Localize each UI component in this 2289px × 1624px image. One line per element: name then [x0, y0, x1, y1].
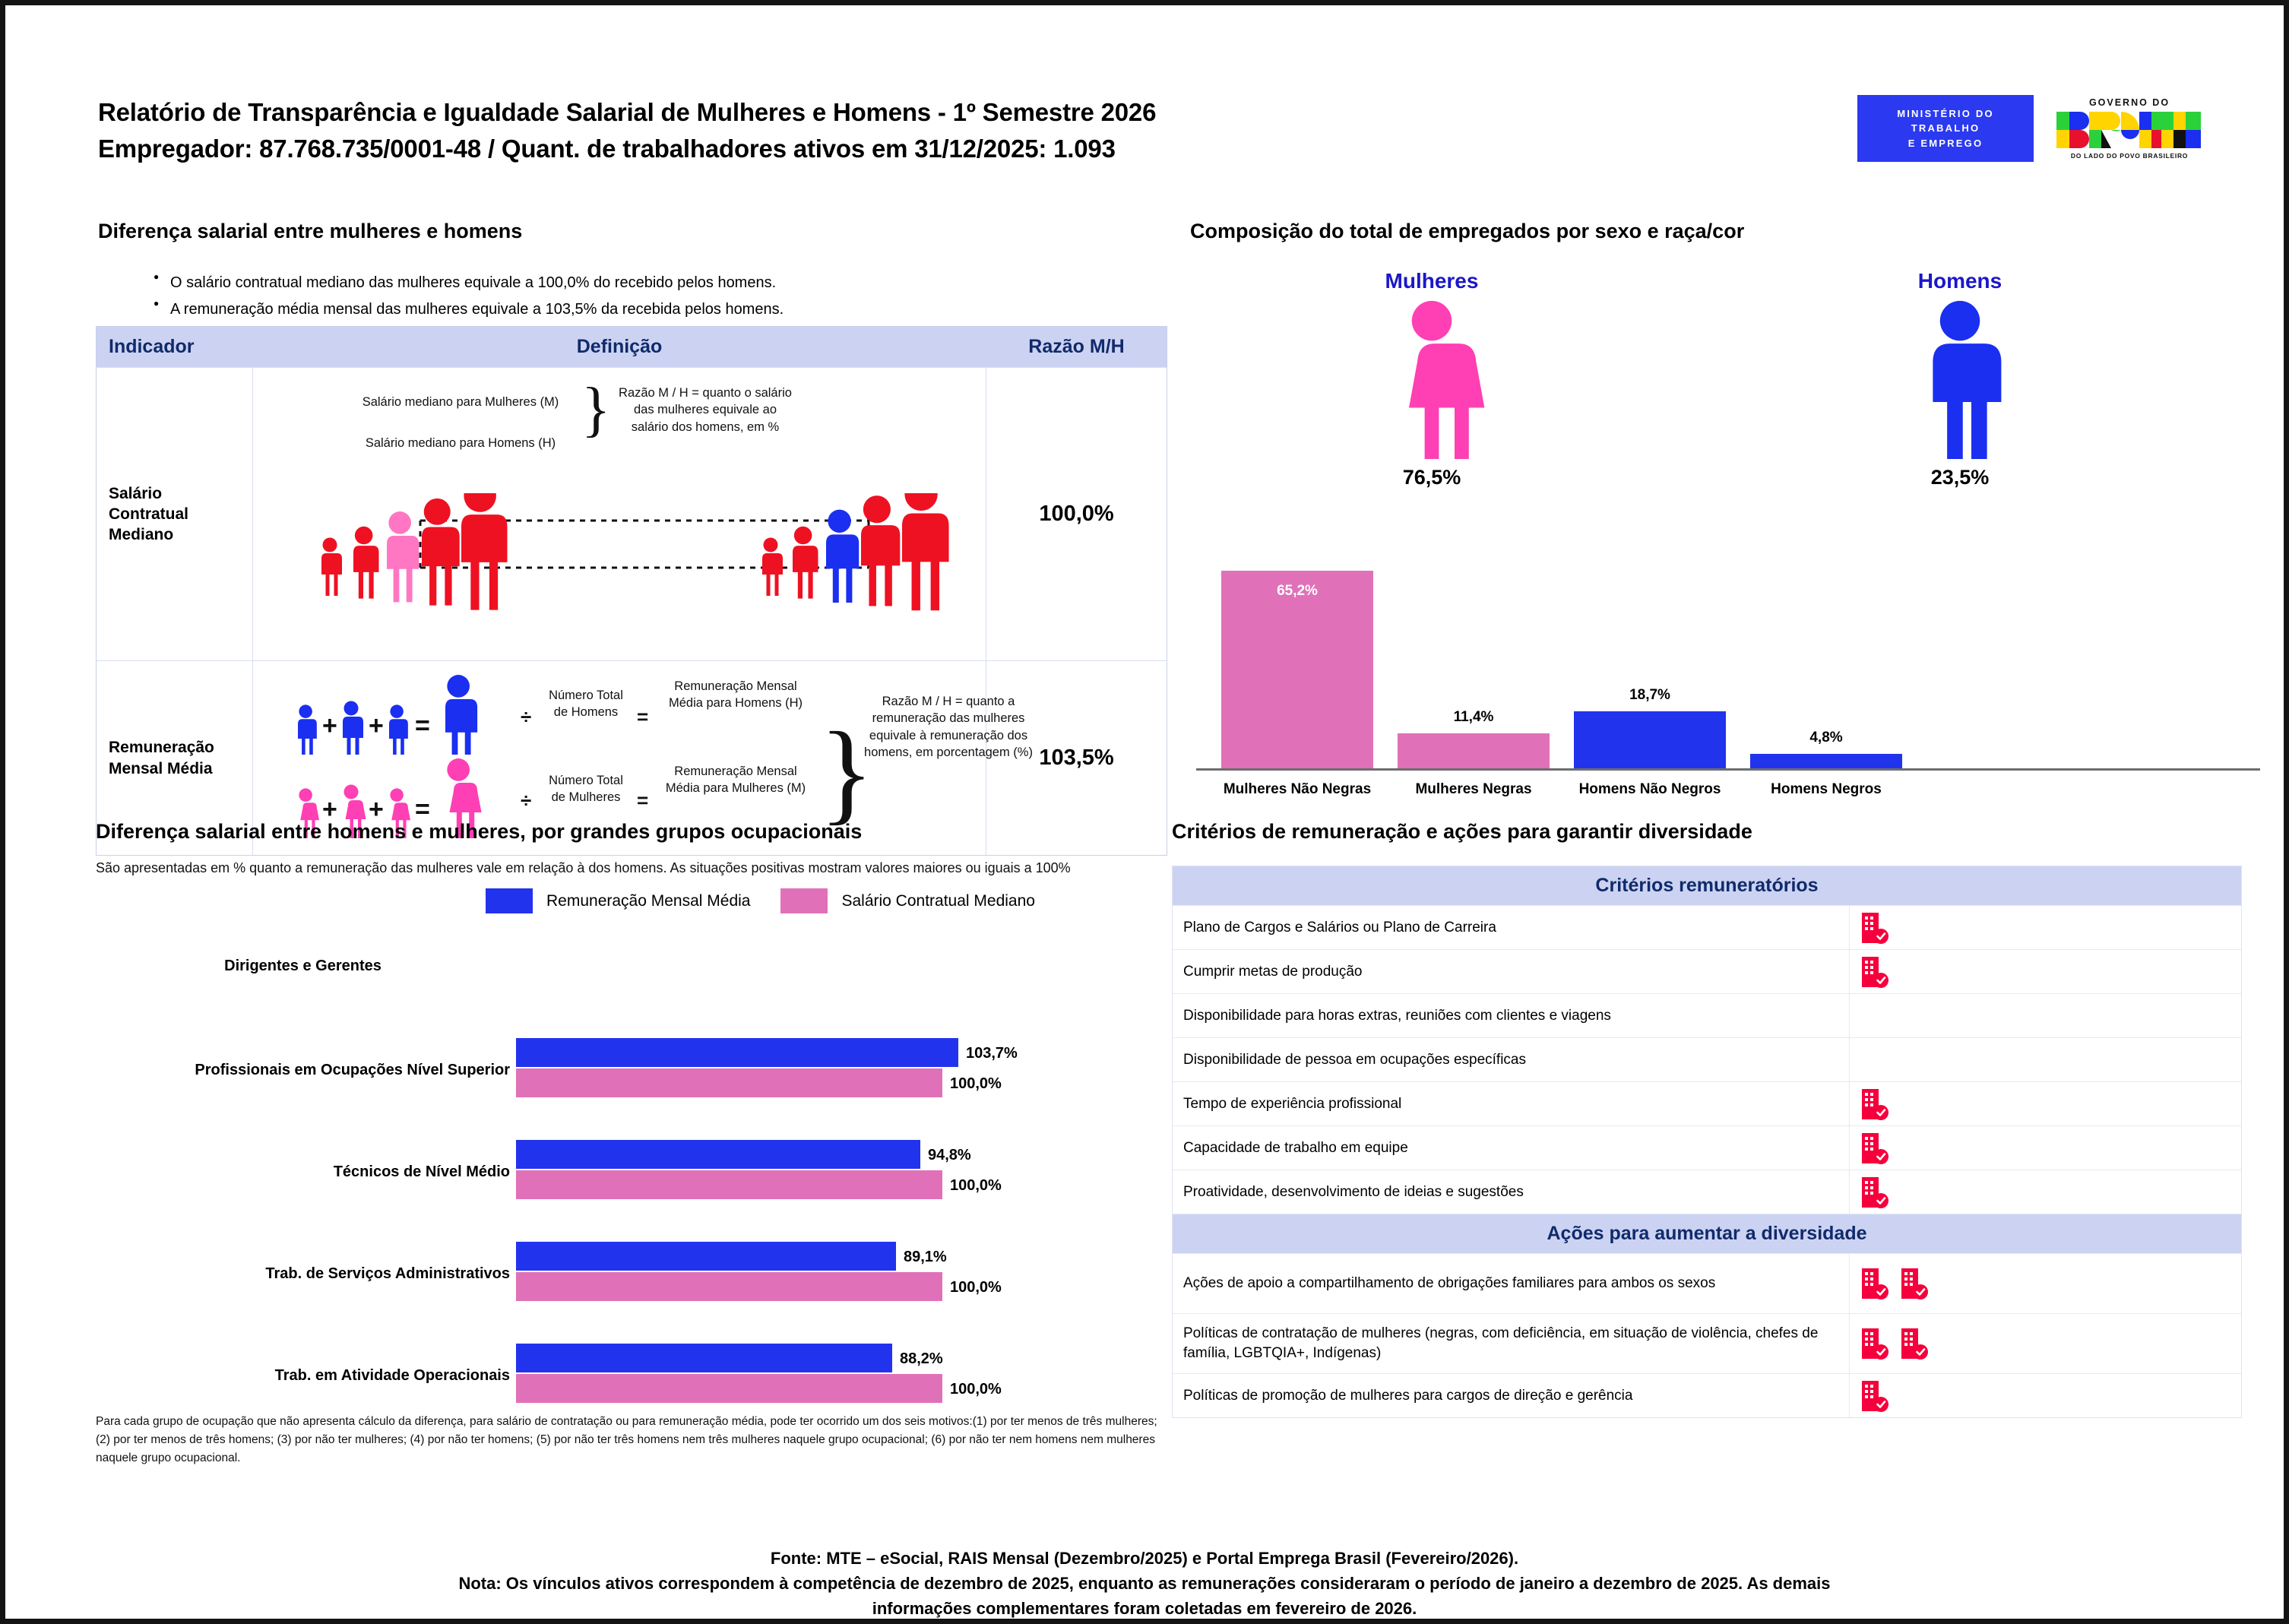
- criteria-label: Disponibilidade para horas extras, reuniões com clientes e viagens: [1183, 1007, 1611, 1024]
- building-check-icon: [1860, 1132, 1889, 1165]
- women-percentage: 76,5%: [1402, 466, 1461, 489]
- wage-gap-bullets: [123, 270, 784, 323]
- section-heading-criteria: Critérios de remuneração e ações para garantir diversidade: [1172, 820, 1752, 843]
- criteria-table: [1172, 866, 2242, 1418]
- gov-logo-bottom-text: DO LADO DO POVO BRASILEIRO: [2070, 152, 2189, 160]
- svg-text:+: +: [369, 795, 384, 824]
- bar-salario-profissionais: [516, 1068, 942, 1097]
- svg-text:+: +: [322, 795, 337, 824]
- bar-value-label: 11,4%: [1453, 709, 1494, 725]
- building-check-icon: [1860, 1379, 1889, 1413]
- criteria-label: Capacidade de trabalho em equipe: [1183, 1139, 1408, 1156]
- bar-homens-nao-negros: [1574, 711, 1726, 768]
- table-row: [97, 367, 1167, 660]
- ministry-logo-line2: TRABALHO: [1911, 122, 1980, 135]
- legend-label-salario: Salário Contratual Mediano: [841, 891, 1035, 910]
- occupational-legend: [486, 888, 1035, 913]
- bar-value-label: 65,2%: [1277, 583, 1318, 599]
- criteria-label: Políticas de contratação de mulheres (negras, com deficiência, em situação de violência, chefes de família, LGBTQIA+, Indígenas): [1183, 1325, 1819, 1361]
- indicator-name-remuneracao-media: Remuneração Mensal Média: [109, 739, 214, 777]
- curly-brace-icon: }: [819, 709, 874, 835]
- bar-value-label: 94,8%: [928, 1147, 971, 1163]
- bar-value-label: 103,7%: [966, 1045, 1018, 1062]
- bar-mulheres-nao-negras: [1221, 571, 1373, 768]
- criteria-label: Cumprir metas de produção: [1183, 963, 1363, 980]
- chart-axis-line: [1196, 768, 2260, 771]
- woman-figure-icon: [1379, 299, 1485, 459]
- divide-symbol-men-icon: ÷: [521, 705, 532, 728]
- table-row: [1173, 905, 2241, 949]
- women-label: Mulheres: [1385, 269, 1479, 293]
- occupational-label-operacionais: Trab. em Atividade Operacionais: [274, 1367, 510, 1384]
- table-row: [1173, 1037, 2241, 1081]
- report-header: [98, 94, 1618, 167]
- legend-swatch-salario: [780, 888, 828, 913]
- table-header-row: [97, 327, 1167, 367]
- col-header-razao: Razão M/H: [1028, 336, 1125, 357]
- table-row: [1173, 993, 2241, 1037]
- criteria-icon-cell: [1849, 1082, 2241, 1125]
- def-note-ratio-explanation: Razão M / H = quanto o salário das mulheres equivale ao salário dos homens, em %: [619, 386, 792, 434]
- men-divisor-label: Número Total de Homens: [549, 689, 623, 720]
- legend-swatch-remuneracao: [486, 888, 533, 913]
- bar-value-label: 100,0%: [950, 1075, 1002, 1092]
- footer-note-line1: Nota: Os vínculos ativos correspondem à competência de dezembro de 2025, enquanto as remunerações consideraram o período de janeiro a dezembro de 2025. As demais: [458, 1574, 1831, 1593]
- criteria-label: Políticas de promoção de mulheres para cargos de direção e gerência: [1183, 1387, 1633, 1404]
- bar-value-label: 88,2%: [900, 1350, 943, 1367]
- svg-text:+: +: [369, 711, 384, 740]
- criteria-icon-cell: [1849, 1126, 2241, 1170]
- criteria-label: Tempo de experiência profissional: [1183, 1095, 1402, 1112]
- bar-category-label: Mulheres Não Negras: [1223, 781, 1372, 797]
- list-item: ● A remuneração média mensal das mulheres equivale a 103,5% da recebida pelos homens.: [154, 296, 784, 323]
- criteria-icon-cell: [1849, 950, 2241, 993]
- bar-value-label: 100,0%: [950, 1381, 1002, 1398]
- occupational-group-row: [96, 953, 1175, 999]
- occupational-label-tecnicos: Técnicos de Nível Médio: [333, 1163, 510, 1180]
- occupational-group-row: [96, 1342, 1175, 1418]
- report-footer: [94, 1546, 2195, 1621]
- criteria-group-header-diversidade: Ações para aumentar a diversidade: [1173, 1214, 2241, 1253]
- men-result-label: Remuneração Mensal Média para Homens (H): [668, 679, 803, 711]
- table-row: [1173, 1125, 2241, 1170]
- occupational-label-dirigentes: Dirigentes e Gerentes: [224, 958, 382, 974]
- col-header-definicao: Definição: [576, 336, 663, 357]
- bar-column: [1750, 730, 1902, 768]
- criteria-icon-cell: [1849, 1374, 2241, 1417]
- svg-text:+: +: [322, 711, 337, 740]
- def-label-women-median: Salário mediano para Mulheres (M): [362, 395, 559, 409]
- occupational-footnote: Para cada grupo de ocupação que não apresenta cálculo da diferença, para salário de contratação ou para remuneração média, pode ter ocorrido um dos seis motivos:(1) por ter menos de três mulheres; (2) por ter menos de três homens; (3) por não ter mulheres; (4) por não ter homens; (5) por não ter três homens nem três mulheres naquele grupo ocupacional; (6) por não ter nem homens nem mulheres naquele grupo ocupacional.: [96, 1415, 1157, 1465]
- women-result-label: Remuneração Mensal Média para Mulheres (M): [665, 765, 806, 796]
- equals-symbol-women-icon: =: [637, 789, 649, 812]
- bar-remuneracao-operacionais: [516, 1344, 892, 1372]
- criteria-icon-cell: [1849, 994, 2241, 1037]
- section-heading-composition: Composição do total de empregados por sexo e raça/cor: [1190, 220, 1745, 242]
- equals-symbol-men-icon: =: [637, 705, 649, 728]
- bar-column: [1574, 687, 1726, 768]
- bar-mulheres-negras: [1398, 733, 1550, 768]
- gov-logo-top-text: GOVERNO DO: [2088, 97, 2170, 108]
- ministry-logo-line3: E EMPREGO: [1908, 137, 1983, 149]
- building-check-icon: [1860, 1327, 1889, 1360]
- indicator-name-salario-mediano: Salário Contratual Mediano: [109, 484, 188, 544]
- ratio-value-remuneracao-media: 103,5%: [1039, 746, 1114, 770]
- bar-remuneracao-tecnicos: [516, 1140, 920, 1169]
- table-row: [1173, 1313, 2241, 1373]
- table-row: [1173, 1373, 2241, 1417]
- median-salary-pictogram: [306, 493, 990, 634]
- page-title: Relatório de Transparência e Igualdade Salarial de Mulheres e Homens - 1º Semestre 2026: [98, 98, 1157, 126]
- building-check-icon: [1860, 1176, 1889, 1209]
- criteria-icon-cell: [1849, 1038, 2241, 1081]
- building-check-icon: [1860, 1087, 1889, 1121]
- svg-text:=: =: [415, 795, 430, 824]
- criteria-icon-cell: [1849, 906, 2241, 949]
- women-composition-block: [1318, 269, 1546, 489]
- list-item: ● O salário contratual mediano das mulheres equivale a 100,0% do recebido pelos homens.: [154, 270, 784, 296]
- footer-source: Fonte: MTE – eSocial, RAIS Mensal (Dezembro/2025) e Portal Emprega Brasil (Fevereiro/2026).: [770, 1549, 1519, 1568]
- building-check-icon: [1860, 911, 1889, 945]
- men-label: Homens: [1917, 269, 2002, 293]
- bar-remuneracao-administrativos: [516, 1242, 896, 1271]
- criteria-icon-cell: [1849, 1314, 2241, 1373]
- footer-note-line2: informações complementares foram coletadas em fevereiro de 2026.: [872, 1599, 1417, 1618]
- table-row: [1173, 1081, 2241, 1125]
- col-header-indicador: Indicador: [109, 336, 195, 357]
- man-figure-icon: [1907, 299, 2013, 459]
- criteria-label: Ações de apoio a compartilhamento de obrigações familiares para ambos os sexos: [1183, 1275, 1716, 1292]
- svg-text:=: =: [415, 711, 430, 740]
- bar-value-label: 18,7%: [1629, 687, 1670, 703]
- bar-category-label: Mulheres Negras: [1415, 781, 1532, 797]
- ratio-value-salario-mediano: 100,0%: [1039, 502, 1114, 526]
- building-check-icon: [1900, 1327, 1929, 1360]
- occupational-label-administrativos: Trab. de Serviços Administrativos: [265, 1265, 510, 1282]
- race-composition-chart: [1196, 535, 2260, 801]
- occupational-group-row: [96, 1138, 1175, 1214]
- bar-category-label: Homens Não Negros: [1578, 781, 1721, 797]
- occupational-label-profissionais: Profissionais em Ocupações Nível Superior: [195, 1062, 510, 1078]
- section-heading-occupational: Diferença salarial entre homens e mulheres, por grandes grupos ocupacionais: [96, 820, 863, 843]
- bar-value-label: 100,0%: [950, 1279, 1002, 1296]
- table-row: [1173, 949, 2241, 993]
- men-average-formula-pictogram: [295, 675, 515, 755]
- ministry-logo-line1: MINISTÉRIO DO: [1897, 107, 1994, 119]
- logo-group: [1857, 90, 2205, 166]
- brasil-wordmark-icon: [2055, 110, 2204, 150]
- section-heading-wage-gap: Diferença salarial entre mulheres e homens: [98, 220, 523, 242]
- gender-composition-figures: [1196, 269, 2260, 535]
- bar-remuneracao-profissionais: [516, 1038, 958, 1067]
- criteria-icon-cell: [1849, 1170, 2241, 1214]
- bar-value-label: 89,1%: [904, 1249, 947, 1265]
- men-composition-block: [1846, 269, 2074, 489]
- criteria-label: Plano de Cargos e Salários ou Plano de Carreira: [1183, 919, 1496, 935]
- building-check-icon: [1860, 1267, 1889, 1300]
- bar-column: [1398, 709, 1550, 768]
- criteria-icon-cell: [1849, 1254, 2241, 1313]
- bar-column: [1221, 571, 1373, 768]
- curly-brace-icon: }: [581, 376, 611, 443]
- occupational-bar-chart: [96, 953, 1175, 1432]
- table-row: [1173, 1253, 2241, 1313]
- divide-symbol-women-icon: ÷: [521, 789, 532, 812]
- indicator-table: [96, 326, 1167, 856]
- bar-value-label: 4,8%: [1809, 730, 1843, 746]
- definition-cell-salario-mediano: [252, 368, 986, 660]
- bar-category-label: Homens Negros: [1771, 781, 1882, 797]
- table-row: [1173, 1170, 2241, 1214]
- report-canvas: [11, 11, 2278, 1618]
- gov-brasil-logo: [2053, 90, 2205, 166]
- men-percentage: 23,5%: [1930, 466, 1990, 489]
- bar-salario-operacionais: [516, 1374, 942, 1403]
- def-label-men-median: Salário mediano para Homens (H): [365, 436, 556, 450]
- legend-label-remuneracao: Remuneração Mensal Média: [546, 891, 751, 910]
- occupational-group-row: [96, 1037, 1175, 1113]
- women-divisor-label: Número Total de Mulheres: [549, 774, 623, 805]
- ministry-logo: [1857, 95, 2034, 162]
- bar-salario-tecnicos: [516, 1170, 942, 1199]
- criteria-group-header-remuneratorios: Critérios remuneratórios: [1173, 866, 2241, 905]
- occupational-note: São apresentadas em % quanto a remuneração das mulheres vale em relação à dos homens. As situações positivas mostram valores maiores ou iguais a 100%: [96, 860, 1071, 875]
- criteria-label: Disponibilidade de pessoa em ocupações específicas: [1183, 1051, 1526, 1068]
- criteria-label: Proatividade, desenvolvimento de ideias e sugestões: [1183, 1183, 1524, 1200]
- bar-salario-administrativos: [516, 1272, 942, 1301]
- def-note-ratio-explanation: Razão M / H = quanto a remuneração das mulheres equivale à remuneração dos homens, em porcentagem (%): [864, 695, 1033, 759]
- building-check-icon: [1860, 955, 1889, 989]
- bar-homens-negros: [1750, 754, 1902, 768]
- building-check-icon: [1900, 1267, 1929, 1300]
- employer-line: Empregador: 87.768.735/0001-48 / Quant. de trabalhadores ativos em 31/12/2025: 1.093: [98, 134, 1116, 163]
- bar-value-label: 100,0%: [950, 1177, 1002, 1194]
- occupational-group-row: [96, 1240, 1175, 1316]
